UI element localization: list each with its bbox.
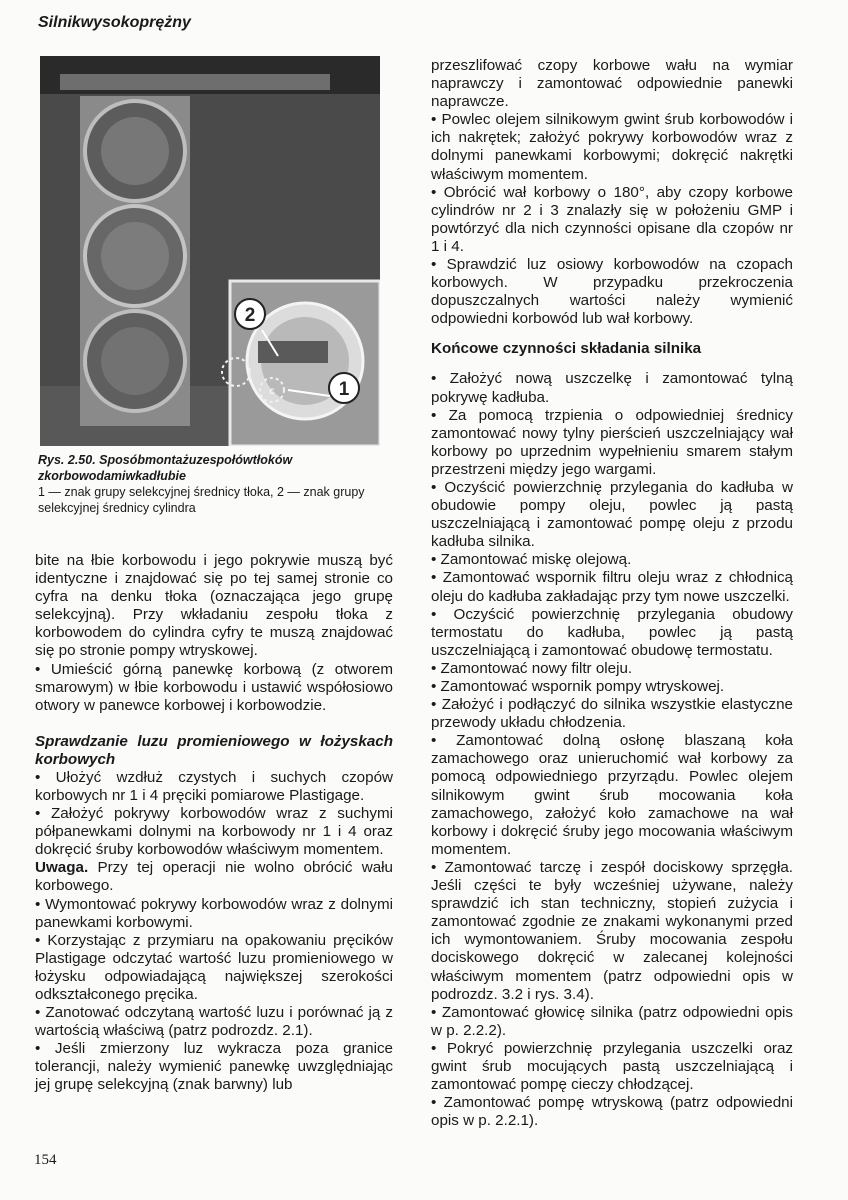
list-item: • Oczyścić powierzchnię przylegania do kadłuba w obudowie pompy oleju, powlec ją pastą uszczelniającą i zamontować pompę oleju z przodu kadłuba silnika.: [431, 478, 793, 551]
list-item: • Za pomocą trzpienia o odpowiedniej średnicy zamontować nowy tylny pierścień uszczelniający wał korbowy po uprzednim wypełnieniu smarem stałym przestrzeni między jego wargami.: [431, 406, 793, 478]
list-item: • Zamontować tarczę i zespół dociskowy sprzęgła. Jeśli części te były wcześniej używane, należy sprawdzić ich stan techniczny, stopień zużycia i zamontować zgodnie ze znakami wykonanymi przed ich wymontowaniem. Śruby mocowania zespołu dociskowego dokręcić w zalecanej kolejności właściwym momentem (patrz odpowiedni opis w podrozdz. 3.2 i rys. 3.4).: [431, 858, 793, 1003]
engine-block-photo: [40, 56, 380, 446]
figure-caption: [38, 452, 383, 516]
list-item: • Założyć nową uszczelkę i zamontować tylną pokrywę kadłuba.: [431, 370, 793, 406]
list-item: • Pokryć powierzchnię przylegania uszczelki oraz gwint śrub mocujących pastą uszczelniającą i zamontować pompę cieczy chłodzącej.: [431, 1039, 793, 1094]
paragraph: • Założyć pokrywy korbowodów wraz z suchymi półpanewkami dolnymi na korbowody nr 1 i 4 oraz dokręcić śruby korbowodów właściwym momentem.: [35, 805, 393, 859]
paragraph: przeszlifować czopy korbowe wału na wymiar naprawczy i zamontować odpowiednie panewki naprawcze.: [431, 57, 793, 111]
left-column: [35, 552, 393, 1095]
figure-caption-text: 1 — znak grupy selekcyjnej średnicy tłoka, 2 — znak grupy selekcyjnej średnicy cylindra: [38, 485, 365, 515]
list-item: • Zamontować dolną osłonę blaszaną koła zamachowego oraz unieruchomić wał korbowy za pomocą odpowiedniego przyrządu. Powlec olejem silnikowym gwint śrub mocowania koła zamachowego, założyć koło zamachowe na wał korbowy i dokręcić śruby jego mocowania właściwym momentem.: [431, 732, 793, 858]
note-text: Przy tej operacji nie wolno obrócić wału korbowego.: [35, 859, 393, 895]
paragraph: bite na łbie korbowodu i jego pokrywie muszą być identyczne i znajdować się po tej samej stronie co cyfra na denku tłoka (oznaczająca jego grupę selekcyjną). Przy wkładaniu zespołu tłoka z korbowodem do cylindra cyfry te muszą znajdować się po stronie pompy wtryskowej.: [35, 552, 393, 660]
list-item: • Zamontować miskę olejową.: [431, 551, 632, 569]
list-item: • Zamontować pompę wtryskową (patrz odpowiedni opis w p. 2.2.1).: [431, 1094, 793, 1130]
paragraph: • Korzystając z przymiaru na opakowaniu pręcików Plastigage odczytać wartość luzu promieniowego w łożysku odpowiadającą największej szerokości odkształconego pręcika.: [35, 931, 393, 1003]
list-item: • Oczyścić powierzchnię przylegania obudowy termostatu do kadłuba, powlec ją pastą uszczelniającą i zamontować obudowę termostatu.: [431, 605, 793, 659]
note-label: Uwaga.: [35, 859, 89, 877]
paragraph: • Obrócić wał korbowy o 180°, aby czopy korbowe cylindrów nr 2 i 3 znalazły się w położeniu GMP i powtórzyć dla nich czynności opisane dla czopów nr 1 i 4.: [431, 183, 793, 255]
paragraph: • Umieścić górną panewkę korbową (z otworem smarowym) w łbie korbowodu i ustawić współosiowo otwory w panewce korbowej i korbowodzie.: [35, 660, 393, 714]
page-number: 154: [34, 1152, 57, 1168]
paragraph: • Ułożyć wzdłuż czystych i suchych czopów korbowych nr 1 i 4 pręciki pomiarowe Plastigage.: [35, 768, 393, 804]
list-item: • Zamontować głowicę silnika (patrz odpowiedni opis w p. 2.2.2).: [431, 1003, 793, 1039]
marker-2-label: 2: [244, 305, 256, 326]
marker-c-label: c: [269, 386, 275, 397]
section-heading-final-assembly: Końcowe czynności składania silnika: [431, 340, 702, 358]
paragraph: • Wymontować pokrywy korbowodów wraz z dolnymi panewkami korbowymi.: [35, 895, 393, 931]
right-column: [431, 57, 793, 1130]
list-item: • Zamontować nowy filtr oleju.: [431, 659, 633, 677]
list-item: • Założyć i podłączyć do silnika wszystkie elastyczne przewody układu chłodzenia.: [431, 696, 793, 732]
list-item: • Zamontować wspornik filtru oleju wraz z chłodnicą oleju do kadłuba zakładając przy tym nowe uszczelki.: [431, 569, 793, 605]
paragraph: • Powlec olejem silnikowym gwint śrub korbowodów i ich nakrętek; założyć pokrywy korbowodów wraz z dolnymi panewkami korbowymi; dokręcić nakrętki właściwym momentem.: [431, 111, 793, 183]
marker-1-label: 1: [338, 379, 350, 400]
figure-caption-label: Rys. 2.50. Sposóbmontażuzespołówtłoków zkorbowodamiwkadłubie: [38, 453, 293, 483]
paragraph: • Jeśli zmierzony luz wykracza poza granice tolerancji, należy wymienić panewkę uwzględniając jej grupę selekcyjną (znak barwny) lub: [35, 1040, 393, 1094]
section-heading-bearing-clearance: Sprawdzanie luzu promieniowego w łożyskach korbowych: [35, 732, 393, 768]
paragraph: [35, 859, 393, 895]
list-item: • Zamontować wspornik pompy wtryskowej.: [431, 678, 725, 695]
paragraph: • Zanotować odczytaną wartość luzu i porównać ją z wartością właściwą (patrz podrozdz. 2.1).: [35, 1004, 393, 1040]
engine-block-illustration: [40, 56, 380, 446]
running-header: Silnikwysokoprężny: [38, 14, 191, 31]
paragraph: • Sprawdzić luz osiowy korbowodów na czopach korbowych. W przypadku przekroczenia dopuszczalnych wartości należy wymienić odpowiedni korbowód lub wał korbowy.: [431, 256, 793, 328]
